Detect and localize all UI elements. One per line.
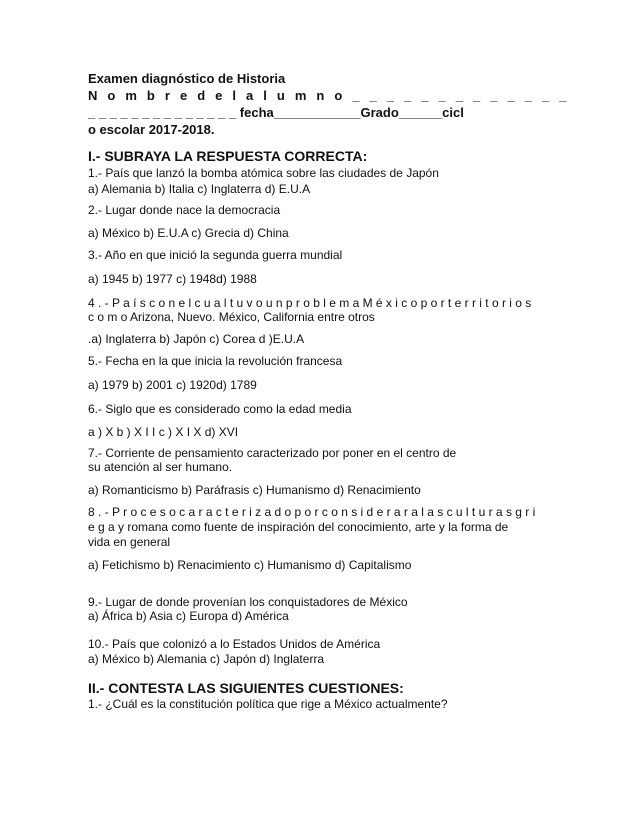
question-9: 9.- Lugar de donde provenían los conquistadores de México <box>88 595 408 609</box>
exam-title: Examen diagnóstico de Historia <box>88 71 286 86</box>
question-3: 3.- Año en que inició la segunda guerra mundial <box>88 248 343 262</box>
school-year-line: o escolar 2017-2018. <box>88 122 215 137</box>
answers-1: a) Alemania b) Italia c) Inglaterra d) E.U.A <box>88 182 311 196</box>
question-8-cont2: vida en general <box>88 535 171 549</box>
question-2: 2.- Lugar donde nace la democracia <box>88 203 281 217</box>
answers-5: a) 1979 b) 2001 c) 1920d) 1789 <box>88 378 257 392</box>
question-5: 5.- Fecha en la que inicia la revolución francesa <box>88 354 343 368</box>
question-7-cont: su atención al ser humano. <box>88 460 233 474</box>
question-6: 6.- Siglo que es considerado como la edad media <box>88 402 352 416</box>
question-7: 7.- Corriente de pensamiento caracterizado por poner en el centro de <box>88 446 457 460</box>
answers-6: a ) X b ) X I I c ) X I X d) XVI <box>88 425 239 439</box>
question-8: 8 . - P r o c e s o c a r a c t e r i z a d o p o r c o n s i d e r a r a l a s c u l t u r a s g r i <box>88 505 536 519</box>
question-4: 4 . - P a í s c o n e l c u a l t u v o u n p r o b l e m a M é x i c o p o r t e r r i t o r i o s <box>88 296 532 310</box>
answers-10: a) México b) Alemania c) Japón d) Inglaterra <box>88 652 325 666</box>
section1-heading: I.- SUBRAYA LA RESPUESTA CORRECTA: <box>88 148 368 164</box>
answers-2: a) México b) E.U.A c) Grecia d) China <box>88 226 289 240</box>
section2-heading: II.- CONTESTA LAS SIGUIENTES CUESTIONES: <box>88 680 404 696</box>
answers-3: a) 1945 b) 1977 c) 1948d) 1988 <box>88 272 257 286</box>
question-8-cont: e g a y romana como fuente de inspiración del conocimiento, arte y la forma de <box>88 520 509 534</box>
question-10: 10.- País que colonizó a lo Estados Unidos de América <box>88 637 381 651</box>
answers-7: a) Romanticismo b) Paráfrasis c) Humanismo d) Renacimiento <box>88 483 421 497</box>
date-grade-line: _ _ _ _ _ _ _ _ _ _ _ _ _ _ fecha____________Grado______cicl <box>88 105 464 120</box>
answers-9: a) África b) Asia c) Europa d) América <box>88 609 289 623</box>
open-question-1: 1.- ¿Cuál es la constitución política que rige a México actualmente? <box>88 697 448 711</box>
question-1: 1.- País que lanzó la bomba atómica sobre las ciudades de Japón <box>88 166 439 180</box>
student-name-line: N o m b r e d e l a l u m n o _ _ _ _ _ _ _ _ _ _ _ _ _ <box>88 88 570 103</box>
question-4-cont: c o m o Arizona, Nuevo. México, California entre otros <box>88 310 375 324</box>
answers-8: a) Fetichismo b) Renacimiento c) Humanismo d) Capitalismo <box>88 558 412 572</box>
answers-4: .a) Inglaterra b) Japón c) Corea d )E.U.A <box>88 332 305 346</box>
